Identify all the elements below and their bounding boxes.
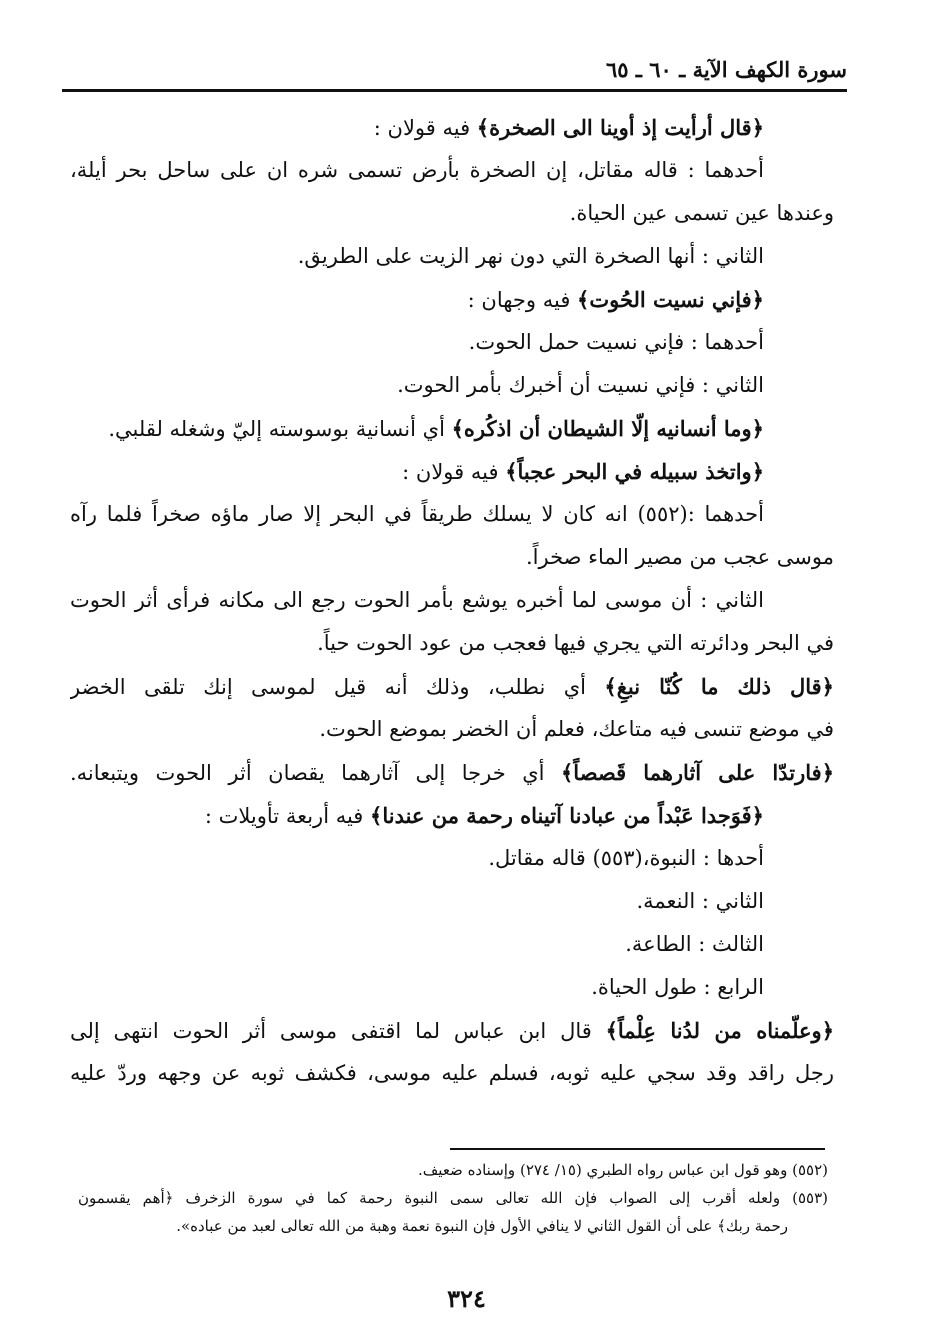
text-line [70,192,834,235]
text-line [70,794,834,837]
quran-quote: ﴿وعلّمناه من لدُنا عِلْماً﴾ [605,1018,834,1043]
line-text: أحدهما : فإني نسيت حمل الحوت. [468,330,764,354]
line-text: موسى عجب من مصير الماء صخراً. [525,545,834,569]
text-line [70,665,834,708]
text-line [70,579,834,622]
line-text: فيه أربعة تأويلات : [204,804,371,828]
main-text [70,106,834,1095]
line-text: أحدهما :(٥٥٢) انه كان لا يسلك طريقاً في البحر إلا صار ماؤه صخراً فلما رآه [70,502,764,526]
line-text: الرابع : طول الحياة. [591,975,764,999]
quran-quote: ﴿فإني نسيت الحُوت﴾ [577,287,764,312]
text-line [70,278,834,321]
text-line [70,149,834,192]
line-text: قال ابن عباس لما اقتفى موسى أثر الحوت انتهى إلى [70,1019,606,1043]
footnote-line: (٥٥٣) ولعله أقرب إلى الصواب فإن الله تعالى سمى النبوة رحمة كما في سورة الزخرف ﴿أهم يقسمون [78,1189,828,1207]
quran-quote: ﴿فَوَجدا عَبْداً من عبادنا آتيناه رحمة من عندنا﴾ [370,803,764,828]
text-line [70,923,834,966]
text-line [70,751,834,794]
text-line [70,622,834,665]
text-line [70,407,834,450]
footnote-line: (٥٥٢) وهو قول ابن عباس رواه الطبري (١٥/ ٢٧٤) وإسناده ضعيف. [418,1161,828,1179]
line-text: أي نطلب، وذلك أنه قيل لموسى إنك تلقى الخضر [70,675,605,699]
text-line [70,493,834,536]
quran-quote: ﴿قال ذلك ما كُنّا نبغِ﴾ [604,674,834,699]
text-line [70,1052,834,1095]
line-text: أي أنسانية بوسوسته إليّ وشغله لقلبي. [108,417,452,441]
line-text: أحدها : النبوة،(٥٥٣) قاله مقاتل. [488,846,764,870]
line-text: فيه وجهان : [467,288,578,312]
footnote-divider [450,1148,825,1150]
text-line [70,708,834,751]
text-line [70,235,834,278]
text-line [70,321,834,364]
line-text: الثاني : النعمة. [636,889,764,913]
line-text: وعندها عين تسمى عين الحياة. [569,201,834,225]
text-line [70,106,834,149]
quran-quote: ﴿وما أنسانيه إلّا الشيطان أن اذكُره﴾ [451,416,764,441]
line-text: الثاني : فإني نسيت أن أخبرك بأمر الحوت. [397,373,764,397]
line-text: أحدهما : قاله مقاتل، إن الصخرة بأرض تسمى شره ان على ساحل بحر أيلة، [70,158,764,182]
footnotes [78,1156,828,1240]
quran-quote: ﴿فارتدّا على آثارهما قَصصاً﴾ [561,760,834,785]
text-line [70,1009,834,1052]
text-line [70,837,834,880]
line-text: الثاني : أنها الصخرة التي دون نهر الزيت على الطريق. [297,244,764,268]
line-text: فيه قولان : [402,460,506,484]
line-text: رجل راقد وقد سجي عليه ثوبه، فسلم عليه موسى، فكشف ثوبه عن وجهه وردّ عليه [70,1061,834,1085]
quran-quote: ﴿قال أرأيت إذ أوينا الى الصخرة﴾ [476,115,764,140]
line-text: الثاني : أن موسى لما أخبره يوشع بأمر الحوت رجع الى مكانه فرأى أثر الحوت [70,588,764,612]
text-line [70,536,834,579]
line-text: أي خرجا إلى آثارهما يقصان أثر الحوت ويتبعانه. [70,761,561,785]
footnote-line: رحمة ربك﴾ على أن القول الثاني لا ينافي الأول فإن النبوة نعمة وهبة من الله تعالى لعبد من عباده». [176,1217,788,1235]
line-text: فيه قولان : [373,116,477,140]
line-text: في البحر ودائرته التي يجري فيها فعجب من عود الحوت حياً. [317,631,834,655]
text-line [70,880,834,923]
page-number: ٣٢٤ [447,1284,486,1313]
line-text: في موضع تنسى فيه متاعك، فعلم أن الخضر بموضع الحوت. [319,717,834,741]
chapter-title: سورة الكهف الآية ـ ٦٠ ـ ٦٥ [605,57,847,82]
line-text: الثالث : الطاعة. [625,932,764,956]
text-line [70,966,834,1009]
page-header [62,55,847,92]
quran-quote: ﴿واتخذ سبيله في البحر عجباً﴾ [505,459,764,484]
text-line [70,450,834,493]
text-line [70,364,834,407]
